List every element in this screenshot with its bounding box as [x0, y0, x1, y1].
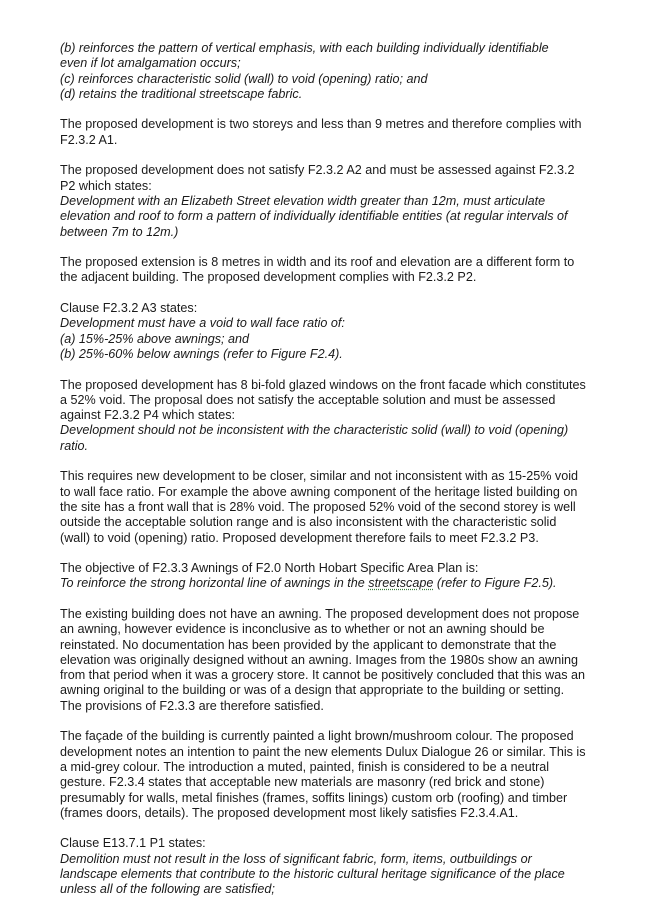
- clause-a3-item-b: (b) 25%-60% below awnings (refer to Figure F2.4).: [60, 346, 343, 361]
- criteria-list: [60, 41, 600, 102]
- paragraph-height-compliance: The proposed development is two storeys and less than 9 metres and therefore complies with F2.3.2 A1.: [60, 117, 582, 147]
- objective-text: The objective of F2.3.3 Awnings of F2.0 North Hobart Specific Area Plan is:: [60, 561, 479, 576]
- objective-quote: To reinforce the strong horizontal line of awnings in the streetscape (refer to Figure F2.5).: [60, 576, 557, 591]
- criterion-c: (c) reinforces characteristic solid (wall) to void (opening) ratio; and: [60, 71, 428, 86]
- document-page: [60, 41, 600, 913]
- clause-a3: [60, 301, 600, 362]
- paragraph-awning-assessment: The existing building does not have an awning. The proposed development does not propose an awning, however evidence is inconclusive as to whether or not an awning should be reinstated. No documentation has been provided by the applicant to demonstrate that the elevation was originally designed without an awning. Images from the 1980s show an awning from that period when it was a grocery store. It cannot be positively concluded that this was an awning original to the building or was of a design that appropriate to the building or setting. The provisions of F2.3.3 are therefore satisfied.: [60, 606, 586, 713]
- clause-a3-item-a: (a) 15%-25% above awnings; and: [60, 331, 250, 346]
- spellcheck-word: streetscape: [368, 576, 434, 591]
- clause-a3-intro: Development must have a void to wall face ratio of:: [60, 316, 345, 331]
- paragraph-void-ratio: This requires new development to be closer, similar and not inconsistent with as 15-25% void to wall face ratio. For example the above awning component of the heritage listed building on the site has a front wall that is 28% void. The proposed 52% void of the second storey is well outside the acceptable solution range and is also inconsistent with the characteristic solid (wall) to void (opening) ratio. Proposed development therefore fails to meet F2.3.2 P3.: [60, 469, 579, 545]
- paragraph-a2-assessment: The proposed development does not satisfy F2.3.2 A2 and must be assessed against F2.3.2 P2 which states: Development with an Elizabeth Street elevation width greater than 12m, must articulate elevation and roof to form a pattern of individually identifiable entities (at regular intervals of between 7m to 12m.): [60, 163, 575, 239]
- criterion-b-line2: even if lot amalgamation occurs;: [60, 56, 241, 71]
- clause-e13-heading: Clause E13.7.1 P1 states:: [60, 836, 206, 851]
- criterion-b-line1: (b) reinforces the pattern of vertical emphasis, with each building individually identifiable: [60, 41, 549, 55]
- paragraph-facade-colour: The façade of the building is currently painted a light brown/mushroom colour. The proposed development notes an intention to paint the new elements Dulux Dialogue 26 or similar. This is a mid-grey colour. The introduction a muted, painted, finish is considered to be a neutral gesture. F2.3.4 states that acceptable new materials are masonry (red brick and stone) presumably for walls, metal finishes (frames, soffits linings) custom orb (roofing) and timber (frames doors, details). The proposed development most likely satisfies F2.3.4.A1.: [60, 729, 586, 820]
- paragraph-windows-void: The proposed development has 8 bi-fold glazed windows on the front facade which constitutes a 52% void. The proposal does not satisfy the acceptable solution and must be assessed against F2.3.2 P4 which states: Development should not be inconsistent with the characteristic solid (wall) to void (opening) ratio.: [60, 377, 586, 453]
- clause-a3-heading: Clause F2.3.2 A3 states:: [60, 301, 198, 316]
- paragraph-p2-compliance: The proposed extension is 8 metres in width and its roof and elevation are a different form to the adjacent building. The proposed development complies with F2.3.2 P2.: [60, 255, 575, 285]
- clause-e13: Clause E13.7.1 P1 states: Demolition must not result in the loss of significant fabric, form, items, outbuildings or landscape elements that contribute to the historic cultural heritage significance of the place unless all of the following are satisfied;: [60, 836, 600, 897]
- criterion-d: (d) retains the traditional streetscape fabric.: [60, 86, 303, 101]
- paragraph-awnings-objective: [60, 561, 600, 592]
